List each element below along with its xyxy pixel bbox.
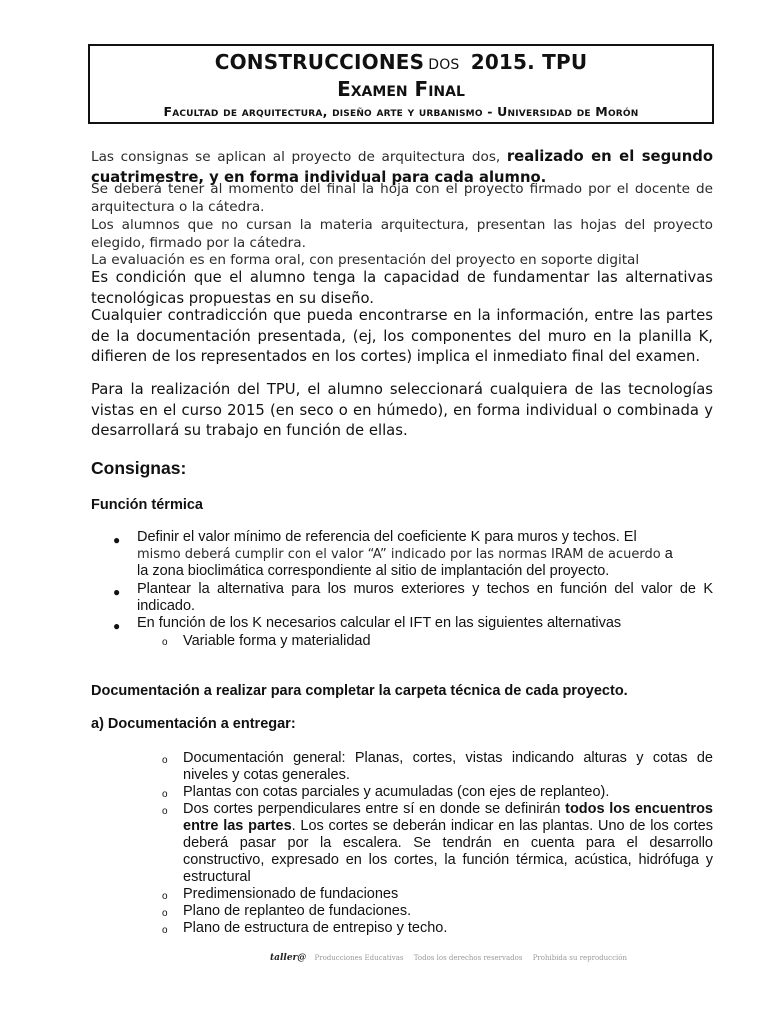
documentacion-heading: Documentación a realizar para completar la carpeta técnica de cada proyecto. xyxy=(91,683,628,699)
cortes-text-pre: Dos cortes perpendiculares entre sí en donde se definirán xyxy=(183,801,566,817)
doc-item-replanteo: Plano de replanteo de fundaciones. xyxy=(183,903,412,919)
footer-segment-2: Todos los derechos reservados xyxy=(413,954,523,962)
bullet-item-1 xyxy=(137,529,713,580)
bullet-1-line-a: Definir el valor mínimo de referencia del coeficiente K para muros y techos. El xyxy=(137,529,637,545)
bullet-icon: ● xyxy=(113,533,121,547)
title-year: 2015. TPU xyxy=(470,50,588,74)
consignas-heading: Consignas: xyxy=(91,458,187,478)
bullet-icon: ● xyxy=(113,619,121,633)
circle-bullet-icon: o xyxy=(162,637,168,648)
circle-bullet-icon: o xyxy=(162,891,168,902)
intro-paragraph-4: La evaluación es en forma oral, con presentación del proyecto en soporte digital xyxy=(91,252,640,268)
bullet-item-3: En función de los K necesarios calcular el IFT en las siguientes alternativas xyxy=(137,615,622,631)
circle-bullet-icon: o xyxy=(162,755,168,766)
page-title xyxy=(90,50,712,74)
intro-paragraph-6: Cualquier contradicción que pueda encontrarse en la información, entre las partes de la documentación presentada, (ej, los componentes del muro en la planilla K, difieren de los representados en los cortes) implica el inmediato final del examen. xyxy=(91,307,713,365)
intro-paragraph-7: Para la realización del TPU, el alumno seleccionará cualquiera de las tecnologías vistas en el curso 2015 (en seco o en húmedo), en forma individual o combinada y desarrollará su trabajo en función de ellas. xyxy=(91,381,713,439)
circle-bullet-icon: o xyxy=(162,789,168,800)
doc-item-predimensionado: Predimensionado de fundaciones xyxy=(183,886,399,902)
intro-p1-light: Las consignas se aplican al proyecto de arquitectura dos, xyxy=(91,149,507,165)
taller-logo: taller@ xyxy=(270,953,307,963)
doc-item-general: Documentación general: Planas, cortes, vistas indicando alturas y cotas de niveles y cotas generales. xyxy=(183,750,713,783)
bullet-icon: ● xyxy=(113,585,121,599)
doc-item-estructura: Plano de estructura de entrepiso y techo. xyxy=(183,920,448,936)
documentacion-a-heading: a) Documentación a entregar: xyxy=(91,716,296,732)
circle-bullet-icon: o xyxy=(162,908,168,919)
footer-segment-1: Producciones Educativas xyxy=(314,954,404,962)
bullet-1-line-b: mismo deberá cumplir con el valor “A” indicado por las normas IRAM de acuerdo xyxy=(137,547,661,562)
intro-paragraph-3: Los alumnos que no cursan la materia arquitectura, presentan las hojas del proyecto elegido, firmado por la cátedra. xyxy=(91,217,713,251)
doc-item-plantas: Plantas con cotas parciales y acumuladas (con ejes de replanteo). xyxy=(183,784,610,800)
cortes-text-post: . Los cortes se deberán indicar en las plantas. Uno de los cortes deberá pasar por la escalera. Se tendrán en cuenta para el desarrollo constructivo, expresado en los cortes, la función térmica, acústica, hidrófuga y estructural xyxy=(183,818,713,885)
footer xyxy=(270,953,635,963)
sub-bullet-item: Variable forma y materialidad xyxy=(183,633,371,649)
cortes-text-bold: todos los encuentros entre las partes xyxy=(183,801,713,834)
intro-paragraph-5: Es condición que el alumno tenga la capacidad de fundamentar las alternativas tecnológicas propuestas en su diseño. xyxy=(91,269,713,307)
footer-segment-3: Prohibida su reproducción xyxy=(532,954,627,962)
bullet-1-line-b-end: a xyxy=(660,546,673,562)
intro-paragraph-2: Se deberá tener al momento del final la hoja con el proyecto firmado por el docente de arquitectura o la cátedra. xyxy=(91,181,713,215)
subtitle: Examen Final xyxy=(337,77,465,101)
funcion-termica-heading: Función térmica xyxy=(91,497,203,513)
doc-item-cortes xyxy=(183,801,713,886)
title-main: CONSTRUCCIONES xyxy=(214,50,425,74)
bullet-1-line-b-wrap xyxy=(137,546,713,563)
intro-p1-bold: realizado en el segundo cuatrimestre, y en forma individual para cada alumno. xyxy=(91,148,713,186)
circle-bullet-icon: o xyxy=(162,806,168,817)
faculty-line: Facultad de arquitectura, diseño arte y urbanismo - Universidad de Morón xyxy=(163,104,639,119)
bullet-1-line-c: la zona bioclimática correspondiente al sitio de implantación del proyecto. xyxy=(137,563,610,579)
title-small: DOS xyxy=(428,57,460,73)
circle-bullet-icon: o xyxy=(162,925,168,936)
title-box xyxy=(88,44,714,124)
bullet-item-2: Plantear la alternativa para los muros exteriores y techos en función del valor de K indicado. xyxy=(137,581,713,614)
